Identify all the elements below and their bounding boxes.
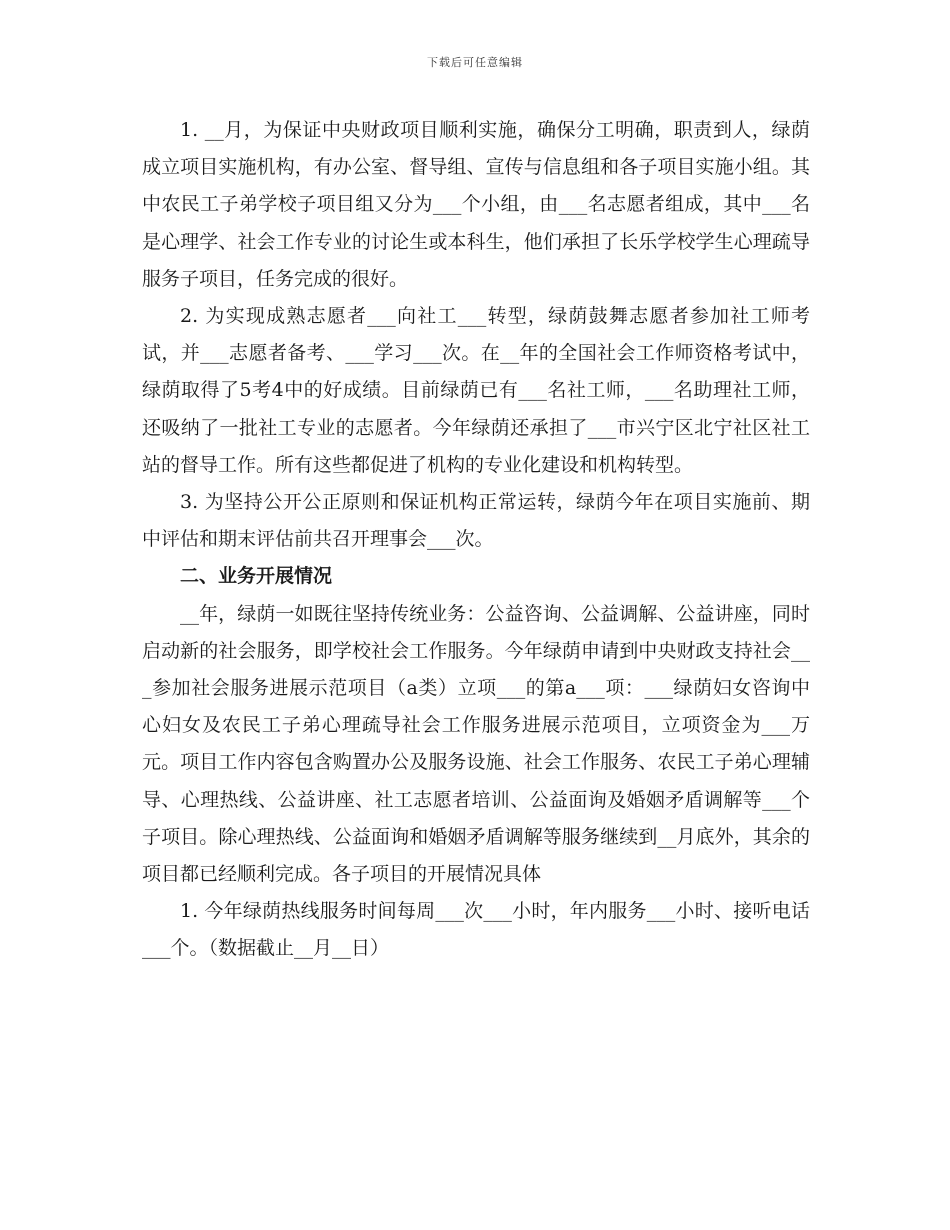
paragraph-1: 1. __月，为保证中央财政项目顺利实施，确保分工明确，职责到人，绿荫成立项目实施机构，有办公室、督导组、宣传与信息组和各子项目实施小组。其中农民工子弟学校子项目组又分为___个小组，由___名志愿者组成，其中___名是心理学、社会工作专业的讨论生或本科生，他们承担了长乐学校学生心理疏导服务子项目，任务完成的很好。	[142, 119, 810, 290]
document-body	[142, 112, 810, 968]
paragraph-4: __年，绿荫一如既往坚持传统业务：公益咨询、公益调解、公益讲座，同时启动新的社会服务，即学校社会工作服务。今年绿荫申请到中央财政支持社会___参加社会服务进展示范项目（a类）立项___的第a___项：___绿荫妇女咨询中心妇女及农民工子弟心理疏导社会工作服务进展示范项目，立项资金为___万元。项目工作内容包含购置办公及服务设施、社会工作服务、农民工子弟心理辅导、心理热线、公益讲座、社工志愿者培训、公益面询及婚姻矛盾调解等___个子项目。除心理热线、公益面询和婚姻矛盾调解等服务继续到__月底外，其余的项目都已经顺利完成。各子项目的开展情况具体	[142, 602, 810, 886]
section-heading: 二、业务开展情况	[180, 565, 333, 588]
paragraph-2: 2. 为实现成熟志愿者___向社工___转型，绿荫鼓舞志愿者参加社工师考试，并___志愿者备考、___学习___次。在__年的全国社会工作师资格考试中，绿荫取得了5考4中的好成绩。目前绿荫已有___名社工师，___名助理社工师，还吸纳了一批社工专业的志愿者。今年绿荫还承担了___市兴宁区北宁社区社工站的督导工作。所有这些都促进了机构的专业化建设和机构转型。	[142, 305, 810, 476]
paragraph-3: 3. 为坚持公开公正原则和保证机构正常运转，绿荫今年在项目实施前、期中评估和期末评估前共召开理事会___次。	[142, 491, 810, 551]
page-header: 下载后可任意编辑	[427, 56, 523, 69]
paragraph-5: 1. 今年绿荫热线服务时间每周___次___小时，年内服务___小时、接听电话___个。（数据截止__月__日）	[142, 900, 810, 960]
